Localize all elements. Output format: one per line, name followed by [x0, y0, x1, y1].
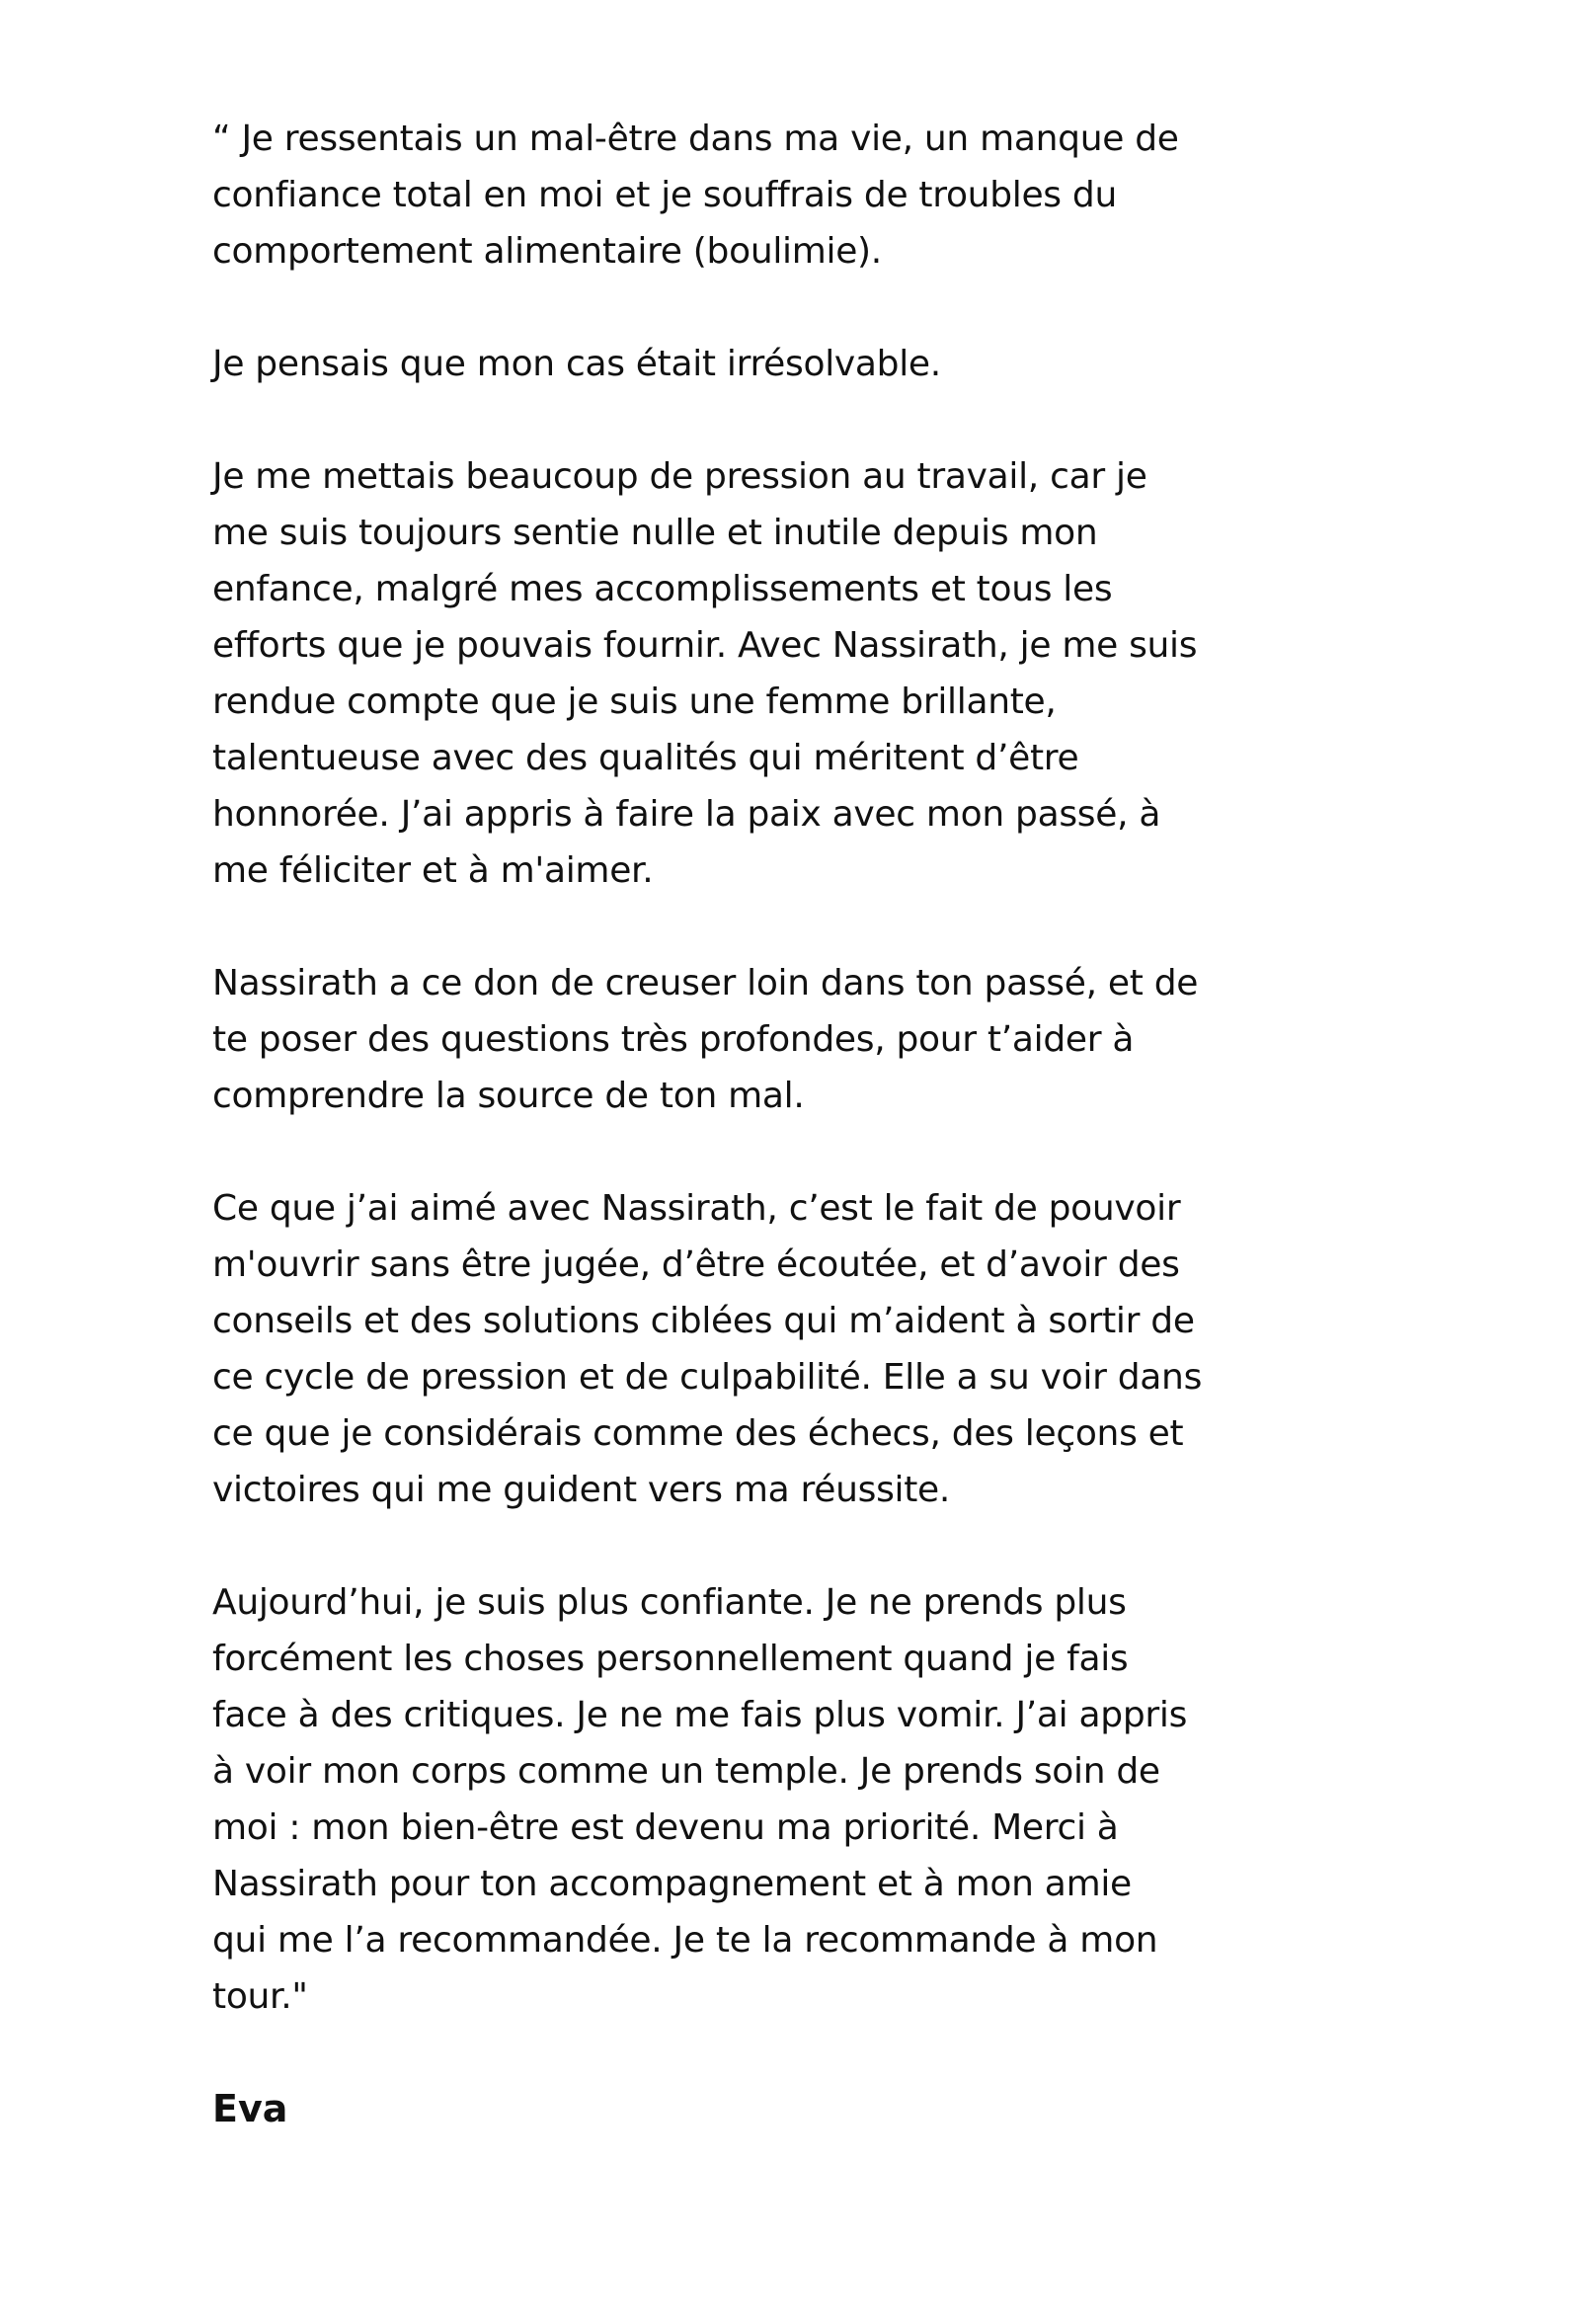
- text-line: Ce que j’ai aimé avec Nassirath, c’est le fait de pouvoir: [212, 1188, 1181, 1229]
- paragraph-today: [212, 1574, 1378, 2025]
- paragraph-work-pressure: [212, 448, 1378, 899]
- text-line: conseils et des solutions ciblées qui m’aident à sortir de: [212, 1301, 1195, 1341]
- text-line: confiance total en moi et je souffrais de troubles du: [212, 175, 1117, 215]
- text-line: efforts que je pouvais fournir. Avec Nassirath, je me suis: [212, 625, 1198, 666]
- text-line: forcément les choses personnellement quand je fais: [212, 1639, 1129, 1679]
- paragraph-gift: [212, 955, 1378, 1124]
- text-line: “ Je ressentais un mal-être dans ma vie, un manque de: [212, 119, 1179, 159]
- text-line: ce que je considérais comme des échecs, des leçons et: [212, 1413, 1184, 1454]
- text-line: honnorée. J’ai appris à faire la paix avec mon passé, à: [212, 794, 1161, 835]
- text-line: tour.": [212, 1976, 308, 2017]
- text-line: m'ouvrir sans être jugée, d’être écoutée, et d’avoir des: [212, 1244, 1180, 1285]
- text-line: Nassirath a ce don de creuser loin dans ton passé, et de: [212, 963, 1199, 1003]
- paragraph-liked: [212, 1180, 1378, 1518]
- text-line: qui me l’a recommandée. Je te la recommande à mon: [212, 1920, 1158, 1961]
- text-line: à voir mon corps comme un temple. Je prends soin de: [212, 1751, 1160, 1792]
- text-line: victoires qui me guident vers ma réussite.: [212, 1470, 951, 1510]
- text-line: moi : mon bien-être est devenu ma priorité. Merci à: [212, 1807, 1119, 1848]
- text-line: Je pensais que mon cas était irrésolvable.: [212, 344, 941, 384]
- signature-name: Eva: [212, 2087, 288, 2130]
- text-line: te poser des questions très profondes, pour t’aider à: [212, 1019, 1135, 1060]
- text-line: Nassirath pour ton accompagnement et à mon amie: [212, 1864, 1132, 1904]
- paragraph-intro: [212, 111, 1378, 280]
- text-line: Je me mettais beaucoup de pression au travail, car je: [212, 456, 1147, 497]
- text-line: me féliciter et à m'aimer.: [212, 850, 654, 891]
- text-line: me suis toujours sentie nulle et inutile depuis mon: [212, 513, 1098, 553]
- text-line: talentueuse avec des qualités qui méritent d’être: [212, 738, 1079, 778]
- text-line: comprendre la source de ton mal.: [212, 1076, 805, 1116]
- text-line: Aujourd’hui, je suis plus confiante. Je ne prends plus: [212, 1582, 1127, 1623]
- testimonial-document: [212, 111, 1378, 2137]
- text-line: enfance, malgré mes accomplissements et tous les: [212, 569, 1113, 609]
- text-line: face à des critiques. Je ne me fais plus vomir. J’ai appris: [212, 1695, 1188, 1735]
- text-line: rendue compte que je suis une femme brillante,: [212, 681, 1057, 722]
- text-line: ce cycle de pression et de culpabilité. Elle a su voir dans: [212, 1357, 1203, 1398]
- paragraph-irresolvable: [212, 336, 1378, 392]
- text-line: comportement alimentaire (boulimie).: [212, 231, 882, 272]
